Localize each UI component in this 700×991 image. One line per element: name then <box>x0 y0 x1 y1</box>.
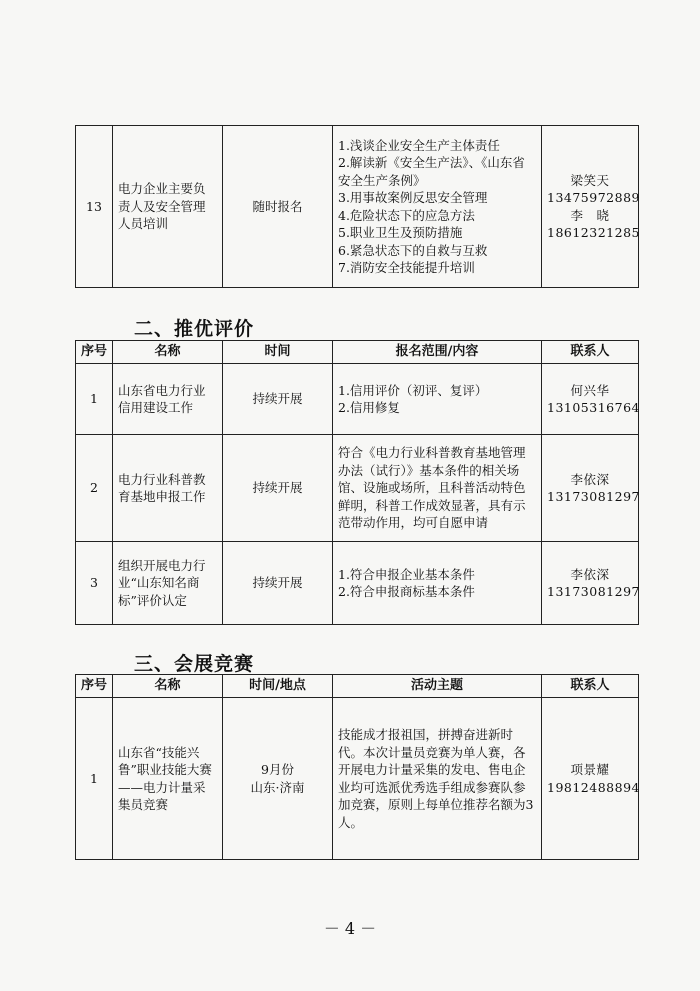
row-content: 符合《电力行业科普教育基地管理办法（试行）》基本条件的相关场馆、设施或场所，且科普活动特色鲜明，科普工作成效显著，具有示范带动作用，均可自愿申请 <box>333 435 542 542</box>
content-line: 2.解读新《安全生产法》、《山东省安全生产条例》 <box>338 155 525 188</box>
row-time-place <box>223 698 333 860</box>
row-number: 1 <box>76 364 113 435</box>
content-line: 1.信用评价（初评、复评） <box>338 382 488 398</box>
contact-name: 项景耀 <box>570 762 610 777</box>
table-header-row <box>76 675 639 698</box>
header-no: 序号 <box>76 341 113 364</box>
row-place: 山东·济南 <box>250 779 305 795</box>
contact-name: 梁笑天 <box>570 172 610 188</box>
contact-phone: 18612321285 <box>547 225 640 240</box>
content-line: 1.符合申报企业基本条件 <box>338 566 475 582</box>
content-line: 5.职业卫生及预防措施 <box>338 225 463 240</box>
contact-phone: 13173081297 <box>547 584 640 599</box>
row-content: 技能成才报祖国，拼搏奋进新时代。本次计量员竞赛为单人赛，各开展电力计量采集的发电、售电企业均可选派优秀选手组成参赛队参加竞赛，原则上每单位推荐名额为3人。 <box>333 698 542 860</box>
header-theme: 活动主题 <box>333 675 542 698</box>
row-number: 3 <box>76 542 113 625</box>
training-table <box>75 125 639 288</box>
contact-name: 李依深 <box>570 471 610 487</box>
row-time: 持续开展 <box>223 435 333 542</box>
content-line: 4.危险状态下的应急方法 <box>338 207 475 223</box>
table-row <box>76 698 639 860</box>
row-content <box>333 542 542 625</box>
row-number: 1 <box>76 698 113 860</box>
table-header-row <box>76 341 639 364</box>
row-time: 随时报名 <box>223 126 333 288</box>
table-row <box>76 126 639 288</box>
contact-phone: 13105316764 <box>547 400 640 415</box>
row-name: 组织开展电力行业“山东知名商标”评价认定 <box>113 542 223 625</box>
contact-phone: 19812488894 <box>547 779 640 795</box>
row-time: 9月份 <box>261 762 294 777</box>
row-content <box>333 364 542 435</box>
header-contact: 联系人 <box>542 341 639 364</box>
row-contact <box>542 435 639 542</box>
contact-name: 何兴华 <box>570 382 610 398</box>
row-name: 山东省“技能兴鲁”职业技能大赛——电力计量采集员竞赛 <box>113 698 223 860</box>
row-name: 电力行业科普教育基地申报工作 <box>113 435 223 542</box>
row-name: 电力企业主要负责人及安全管理人员培训 <box>113 126 223 288</box>
content-line: 2.信用修复 <box>338 400 400 415</box>
table-row <box>76 542 639 625</box>
row-contact <box>542 364 639 435</box>
row-number: 2 <box>76 435 113 542</box>
row-time: 持续开展 <box>223 364 333 435</box>
row-contact <box>542 542 639 625</box>
section-heading: 三、会展竞赛 <box>134 653 255 675</box>
header-contact: 联系人 <box>542 675 639 698</box>
content-line: 3.用事故案例反思安全管理 <box>338 190 488 205</box>
content-line: 1.浅谈企业安全生产主体责任 <box>338 137 500 153</box>
table-row <box>76 435 639 542</box>
row-contact <box>542 126 639 288</box>
exhibition-table <box>75 674 639 860</box>
row-number: 13 <box>76 126 113 288</box>
header-name: 名称 <box>113 675 223 698</box>
row-time: 持续开展 <box>223 542 333 625</box>
page-number: － 4 － <box>323 919 377 938</box>
row-contact <box>542 698 639 860</box>
header-scope: 报名范围/内容 <box>333 341 542 364</box>
evaluation-table <box>75 340 639 625</box>
contact-name: 李依深 <box>570 566 610 582</box>
content-line: 6.紧急状态下的自救与互救 <box>338 242 488 258</box>
content-line: 7.消防安全技能提升培训 <box>338 260 475 275</box>
contact-phone: 13475972889 <box>547 190 640 205</box>
header-no: 序号 <box>76 675 113 698</box>
table-row <box>76 364 639 435</box>
content-line: 2.符合申报商标基本条件 <box>338 584 475 599</box>
row-name: 山东省电力行业信用建设工作 <box>113 364 223 435</box>
row-content <box>333 126 542 288</box>
header-time: 时间/地点 <box>223 675 333 698</box>
header-time: 时间 <box>223 341 333 364</box>
section-heading: 二、推优评价 <box>134 318 255 340</box>
contact-name: 李 晓 <box>570 207 610 223</box>
contact-phone: 13173081297 <box>547 489 640 504</box>
header-name: 名称 <box>113 341 223 364</box>
